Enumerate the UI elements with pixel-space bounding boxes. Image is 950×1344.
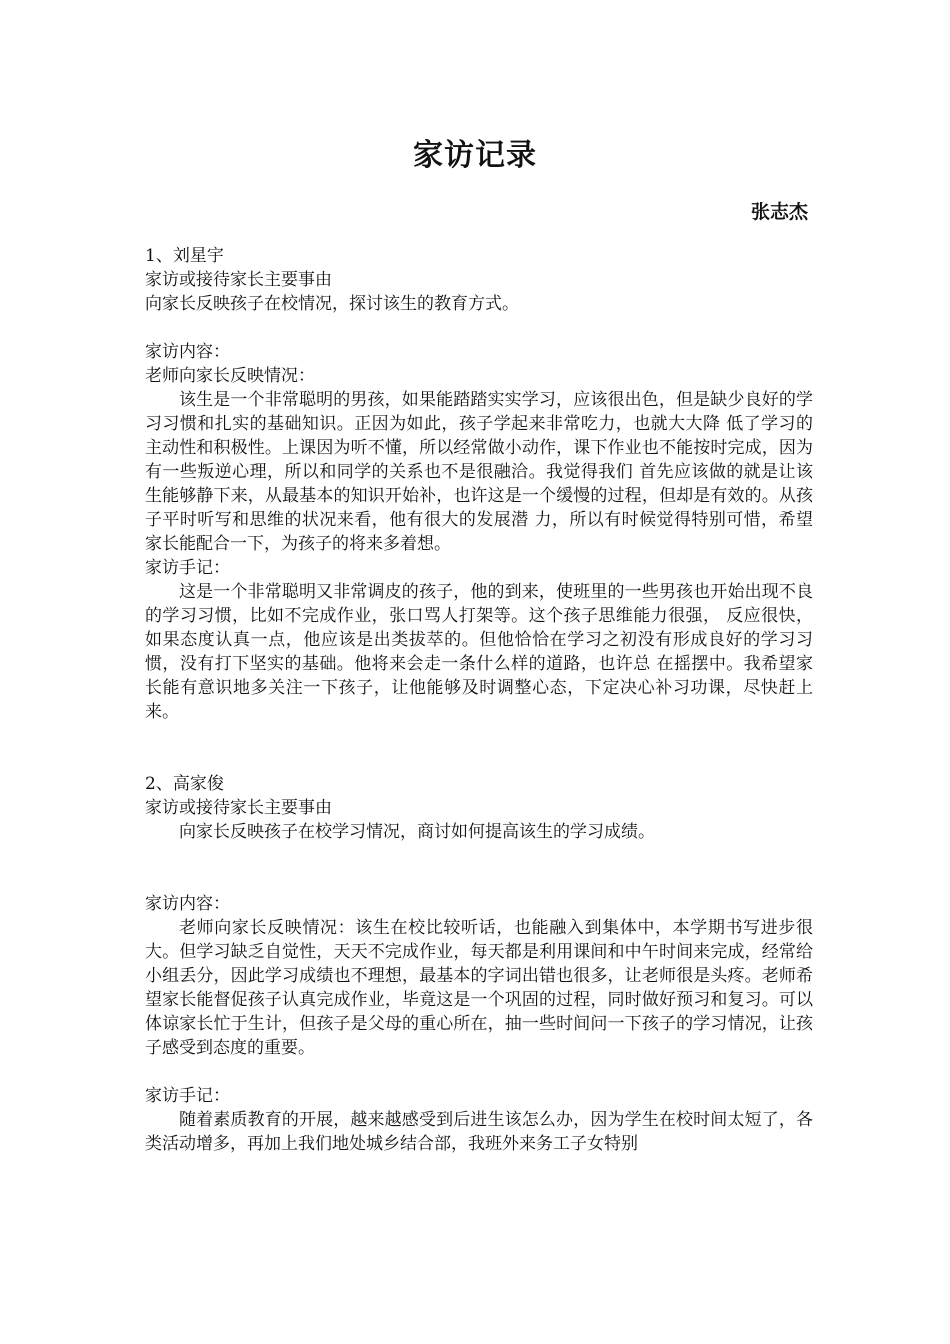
section2-content-label: 家访内容： [145, 894, 230, 914]
author-name: 张志杰 [750, 201, 808, 223]
section1-teacher-report: 该生是一个非常聪明的男孩，如果能踏踏实实学习，应该很出色，但是缺少良好的学习习惯和扎实的基础知识。正因为如此，孩子学起来非常吃力，也就大大降 低了学习的主动性和积极性。上课因为听不懂，所以经常做小动作，课下作业也不能按时完成，因为有一些叛逆心理，所以和同学的关系也不是很融洽。我觉得我们 首先应该做的就是让该生能够静下来，从最基本的知识开始补，也许这是一个缓慢的过程，但却是有效的。从孩子平时听写和思维的状况来看，他有很大的发展潜 力，所以有时候觉得特别可惜，希望家长能配合一下，为孩子的将来多着想。 [145, 390, 813, 554]
section1-reason-label: 家访或接待家长主要事由 [145, 270, 332, 290]
section1-notes: 这是一个非常聪明又非常调皮的孩子，他的到来，使班里的一些男孩也开始出现不良的学习习惯，比如不完成作业，张口骂人打架等。这个孩子思维能力很强， 反应很快，如果态度认真一点，他应该是出类拔萃的。但他恰恰在学习之初没有形成良好的学习习惯，没有打下坚实的基础。他将来会走一条什么样的道路，也许总 在摇摆中。我希望家长能有意识地多关注一下孩子，让他能够及时调整心态，下定决心补习功课，尽快赶上来。 [145, 582, 813, 722]
section1-notes-label: 家访手记： [145, 558, 230, 578]
section2-teacher-report: 老师向家长反映情况：该生在校比较听话，也能融入到集体中，本学期书写进步很大。但学习缺乏自觉性，天天不完成作业，每天都是利用课间和中午时间来完成，经常给小组丢分，因此学习成绩也不理想，最基本的字词出错也很多，让老师很是头疼。老师希望家长能督促孩子认真完成作业，毕竟这是一个巩固的过程，同时做好预习和复习。可以体谅家长忙于生计，但孩子是父母的重心所在，抽一些时间问一下孩子的学习情况，让孩子感受到态度的重要。 [145, 918, 813, 1058]
section1-content-label: 家访内容： [145, 342, 230, 362]
section2-notes: 随着素质教育的开展，越来越感受到后进生该怎么办，因为学生在校时间太短了，各类活动增多，再加上我们地处城乡结合部，我班外来务工子女特别 [145, 1110, 813, 1154]
document-title: 家访记录 [413, 138, 537, 173]
section1-reason: 向家长反映孩子在校情况，探讨该生的教育方式。 [145, 294, 519, 314]
section1-teacher-label: 老师向家长反映情况： [145, 366, 315, 386]
section2-heading: 2、高家俊 [145, 774, 224, 794]
section2-notes-label: 家访手记： [145, 1086, 230, 1106]
section2-reason: 向家长反映孩子在校学习情况，商讨如何提高该生的学习成绩。 [179, 822, 655, 842]
section2-reason-label: 家访或接待家长主要事由 [145, 798, 332, 818]
spacer [145, 1060, 813, 1084]
spacer [145, 724, 813, 772]
document-body [145, 244, 813, 1156]
section1-heading: 1、刘星宇 [145, 246, 224, 266]
spacer [145, 844, 813, 892]
spacer [145, 316, 813, 340]
